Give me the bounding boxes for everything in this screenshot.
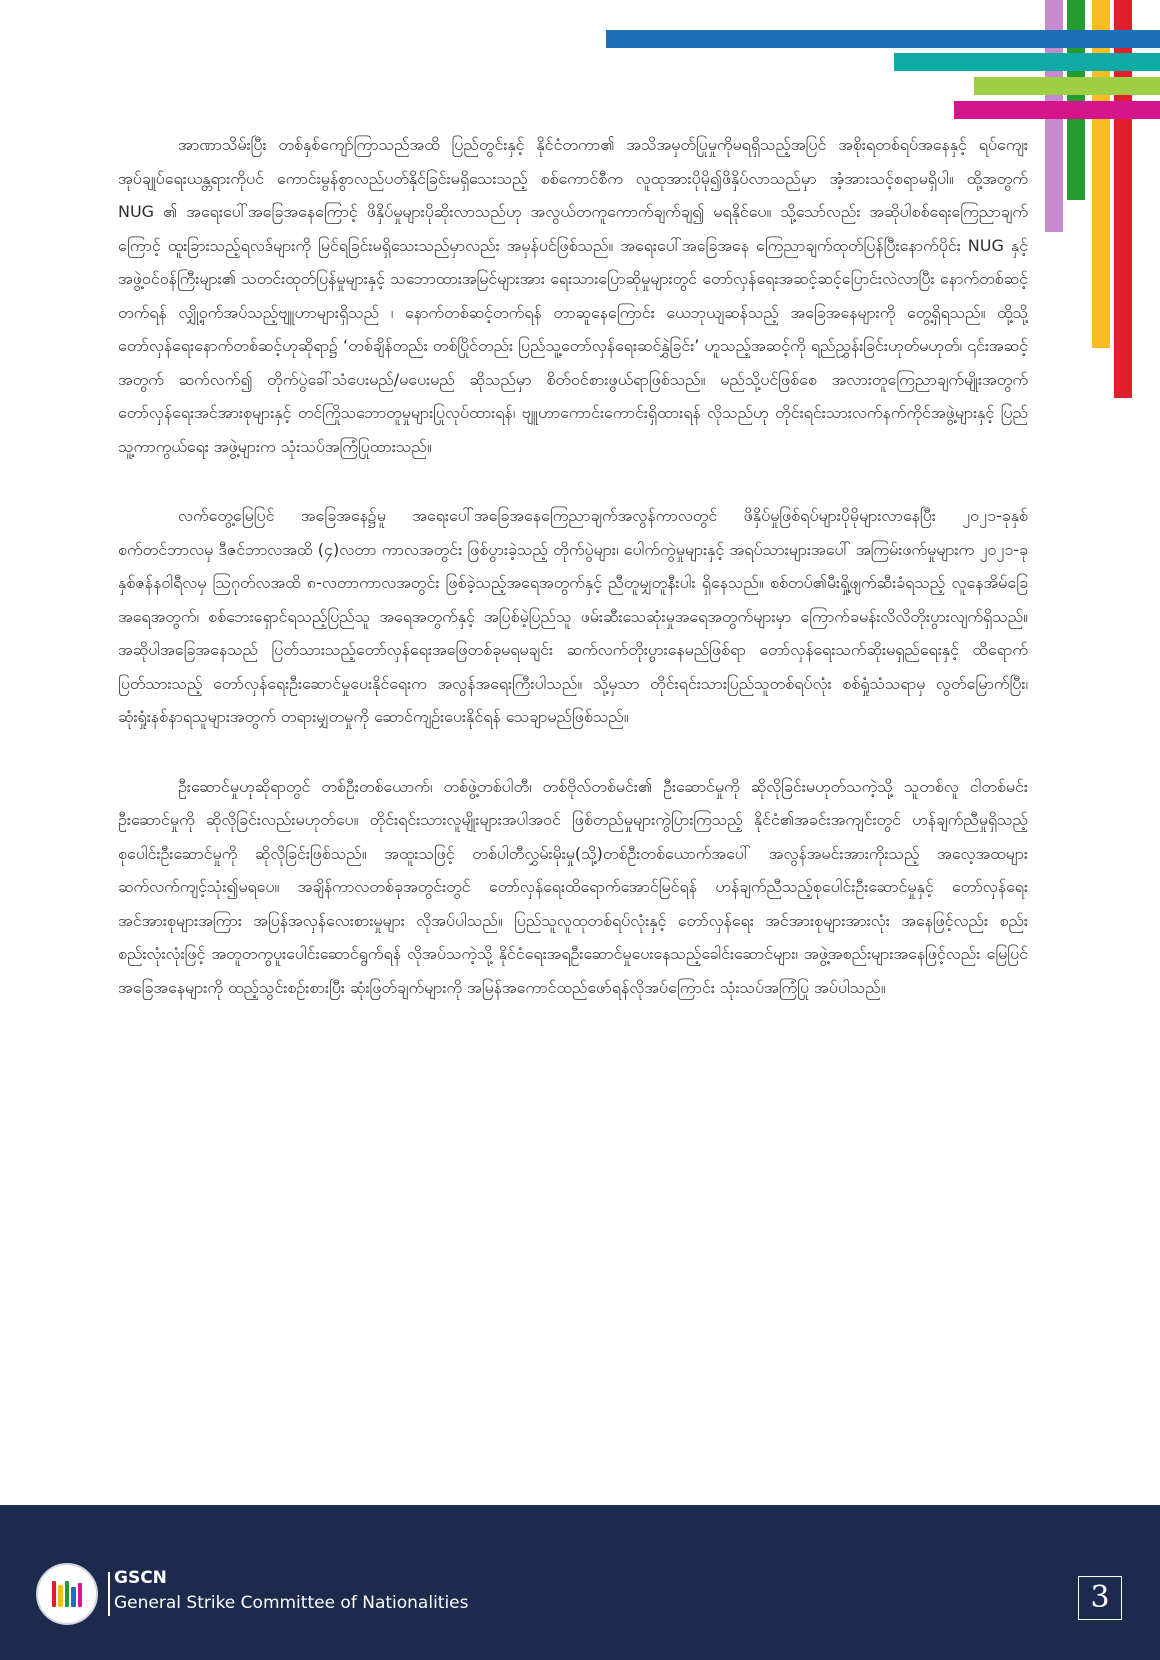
article-body <box>118 128 1028 1438</box>
org-abbreviation: GSCN <box>114 1568 167 1588</box>
paragraph-3: ဦးဆောင်မှုဟုဆိုရာတွင် တစ်ဦးတစ်ယောက်၊ တစ်ဖွဲ့တစ်ပါတီ၊ တစ်ဗိုလ်တစ်မင်း၏ ဦးဆောင်မှုကို ဆိုလိုခြင်းမဟုတ်သကဲ့သို့ သူတစ်လူ ငါတစ်မင်းဦးဆောင်မှုကို ဆိုလိုခြင်းလည်းမဟုတ်ပေ။ တိုင်းရင်းသားလူမျိုးများအပါအဝင် ဖြစ်တည်မှုများကွဲပြားကြသည့် နိုင်ငံ၏အခင်းအကျင်းတွင် ဟန်ချက်ညီမှုရှိသည့် စုပေါင်းဦးဆောင်မှုကို ဆိုလိုခြင်းဖြစ်သည်။ အထူးသဖြင့် တစ်ပါတီလွှမ်းမိုးမှု(သို့)တစ်ဦးတစ်ယောက်အပေါ် အလွန်အမင်းအားကိုးသည့် အလေ့အထများ ဆက်လက်ကျင့်သုံး၍မရပေ။ အချိန်ကာလတစ်ခုအတွင်းတွင် တော်လှန်ရေးထိရောက်အောင်မြင်ရန် ဟန်ချက်ညီသည့်စုပေါင်းဦးဆောင်မှုနှင့် တော်လှန်ရေး အင်အားစုများအကြား အပြန်အလှန်လေးစားမှုများ လိုအပ်ပါသည်။ ပြည်သူလူထုတစ်ရပ်လုံးနှင့် တော်လှန်ရေး အင်အားစုများအားလုံး အနေဖြင့်လည်း စည်းစည်းလုံးလုံးဖြင့် အတူတကွပူးပေါင်းဆောင်ရွက်ရန် လိုအပ်သကဲ့သို့ နိုင်ငံရေးအရဦးဆောင်မှုပေးနေသည့်ခေါင်းဆောင်များ၊ အဖွဲ့အစည်းများအနေဖြင့်လည်း မြေပြင်အခြေအနေများကို ထည့်သွင်းစဉ်းစားပြီး ဆုံးဖြတ်ချက်များကို အမြန်အကောင်ထည်ဖော်ရန်လိုအပ်ကြောင်း သုံးသပ်အကြံပြု အပ်ပါသည်။ <box>118 776 1028 997</box>
logo-stripe <box>71 1587 75 1607</box>
logo-stripe <box>58 1585 62 1607</box>
org-name: General Strike Committee of Nationalities <box>114 1593 469 1613</box>
decor-bar-teal <box>894 53 1160 71</box>
paragraph-2: လက်တွေ့မြေပြင် အခြေအနေ၌မူ အရေးပေါ်အခြေအနေကြေညာချက်အလွန်ကာလတွင် ဖိနှိပ်မှုဖြစ်ရပ်များပိုမိုများလာနေပြီး ၂၀၂၁-ခုနှစ် စက်တင်ဘာလမှ ဒီဇင်ဘာလအထိ (၄)လတာ ကာလအတွင်း ဖြစ်ပွားခဲ့သည့် တိုက်ပွဲများ၊ ပေါက်ကွဲမှုများနှင့် အရပ်သားများအပေါ် အကြမ်းဖက်မှုများက ၂၀၂၁-ခုနှစ်ဇန်နဝါရီလမှ ဩဂုတ်လအထိ ၈-လတာကာလအတွင်း ဖြစ်ခဲ့သည့်အရေအတွက်နှင့် ညီတူမျှတူနီးပါး ရှိနေသည်။ စစ်တပ်၏မီးရှို့ဖျက်ဆီးခံရသည့် လူနေအိမ်ခြေအရေအတွက်၊ စစ်ဘေးရှောင်ရသည့်ပြည်သူ အရေအတွက်နှင့် အပြစ်မဲ့ပြည်သူ ဖမ်းဆီးသေဆုံးမှုအရေအတွက်များမှာ ကြောက်ခမန်းလိလိတိုးပွားလျက်ရှိသည်။ အဆိုပါအခြေအနေသည် ပြတ်သားသည့်တော်လှန်ရေးအဖြေတစ်ခုမရမချင်း ဆက်လက်တိုးပွားနေမည်ဖြစ်ရာ တော်လှန်ရေးသက်ဆိုးမရှည်ရေးနှင့် ထိရောက်ပြတ်သားသည့် တော်လှန်ရေးဦးဆောင်မှုပေးနိုင်ရေးက အလွန်အရေးကြီးပါသည်။ သို့မှသာ တိုင်းရင်းသားပြည်သူတစ်ရပ်လုံး စစ်ရှုံသံသရာမှ လွတ်မြောက်ပြီး၊ ဆုံးရှုံးနစ်နာရသူများအတွက် တရားမျှတမှုကို ဆောင်ကျဉ်းပေးနိုင်ရန် သေချာမည်ဖြစ်သည်။ <box>118 506 1028 726</box>
gscn-logo-icon <box>36 1563 98 1625</box>
logo-stripe <box>52 1581 56 1607</box>
logo-stripe <box>78 1583 82 1607</box>
footer-band <box>0 1505 1160 1660</box>
page-number: 3 <box>1078 1576 1122 1620</box>
decor-bar-lime <box>974 77 1160 95</box>
footer-divider <box>108 1572 110 1616</box>
decor-bar-blue <box>606 30 1160 48</box>
logo-stripe <box>65 1581 69 1607</box>
logo-stripes <box>52 1581 82 1607</box>
decor-bar-magenta <box>954 101 1160 119</box>
paragraph-1: အာဏာသိမ်းပြီး တစ်နှစ်ကျော်ကြာသည်အထိ ပြည်တွင်းနှင့် နိုင်ငံတကာ၏ အသိအမှတ်ပြုမှုကိုမရရှိသည့်အပြင် အစိုးရတစ်ရပ်အနေနှင့် ရပ်ကျေးအုပ်ချုပ်ရေးယန္တရားကိုပင် ကောင်းမွန်စွာလည်ပတ်နိုင်ခြင်းမရှိသေးသည့် စစ်ကောင်စီက လူထုအားပိုမို၍ဖိနှိပ်လာသည်မှာ အံ့အားသင့်စရာမရှိပါ။ ထို့အတွက် NUG ၏ အရေးပေါ်အခြေအနေကြောင့် ဖိနှိပ်မှုများပိုဆိုးလာသည်ဟု အလွယ်တကူကောက်ချက်ချ၍ မရနိုင်ပေ။ သို့သော်လည်း အဆိုပါစစ်ရေးကြေညာချက်ကြောင့် ထူးခြားသည့်ရလဒ်များကို မြင်ရခြင်းမရှိသေးသည်မှာလည်း အမှန်ပင်ဖြစ်သည်။ အရေးပေါ်အခြေအနေ ကြေညာချက်ထုတ်ပြန်ပြီးနောက်ပိုင်း NUG နှင့် အဖွဲ့ဝင်ဝန်ကြီးများ၏ သတင်းထုတ်ပြန်မှုများနှင့် သဘောထားအမြင်များအား ရေးသားပြောဆိုမှုများတွင် တော်လှန်ရေးအဆင့်ဆင့်ပြောင်းလဲလာပြီး နောက်တစ်ဆင့် တက်ရန် လျှို့ဝှက်အပ်သည့်ဗျူဟာများရှိသည် ၊ နောက်တစ်ဆင့်တက်ရန် တာဆူနေကြောင်း ယေဘုယျဆန်သည့် အခြေအနေများကို တွေ့ရှိရသည်။ ထို့သို့ တော်လှန်ရေးနောက်တစ်ဆင့်ဟုဆိုရာ၌ ‘တစ်ချိန်တည်း တစ်ပြိုင်တည်း ပြည်သူ့တော်လှန်ရေးဆင်နွှဲခြင်း’ ဟူသည့်အဆင့်ကို ရည်ညွှန်းခြင်းဟုတ်မဟုတ်၊ ၎င်းအဆင့်အတွက် ဆက်လက်၍ တိုက်ပွဲခေါ်သံပေးမည်/မပေးမည် ဆိုသည်မှာ စိတ်ဝင်စားဖွယ်ရာဖြစ်သည်။ မည်သို့ပင်ဖြစ်စေ အလားတူကြေညာချက်မျိုးအတွက် တော်လှန်ရေးအင်အားစုများနှင့် တင်ကြိုသဘောတူမှုများပြုလုပ်ထားရန်၊ ဗျူဟာကောင်းကောင်းရှိထားရန် လိုသည်ဟု တိုင်းရင်းသားလက်နက်ကိုင်အဖွဲ့များနှင့် ပြည်သူ့ကာကွယ်ရေး အဖွဲ့များက သုံးသပ်အကြံပြုထားသည်။ <box>118 135 1028 456</box>
